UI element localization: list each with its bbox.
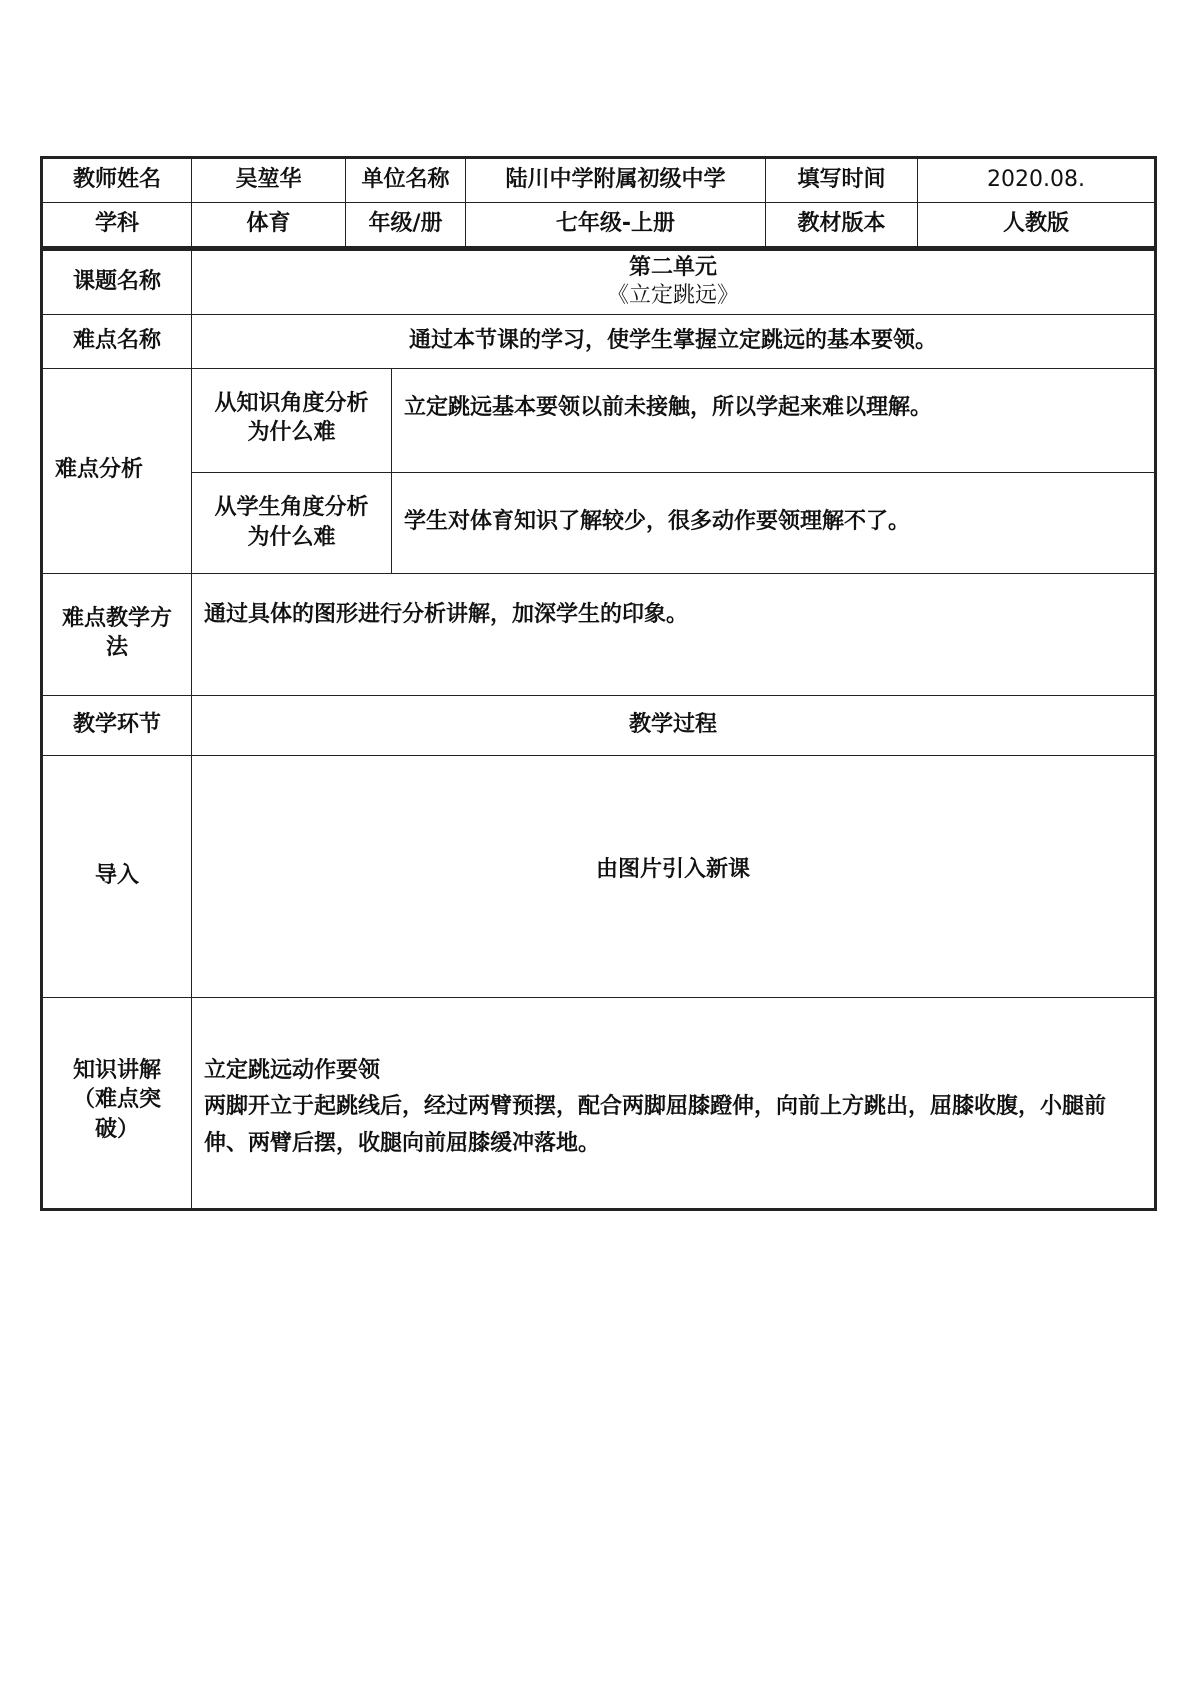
process-header: 教学过程	[192, 695, 1156, 755]
knowledge-angle-label	[192, 368, 392, 472]
topic-line-2: 《立定跳远》	[607, 283, 740, 309]
method-value: 通过具体的图形进行分析讲解，加深学生的印象。	[192, 573, 1156, 695]
difficulty-row	[42, 314, 1156, 368]
unit-label: 单位名称	[346, 158, 466, 203]
difficulty-value: 通过本节课的学习，使学生掌握立定跳远的基本要领。	[192, 314, 1156, 368]
knowledge-label-line-2: （难点突	[72, 1087, 161, 1113]
date-value: 2020.08.	[918, 158, 1156, 203]
knowledge-title: 立定跳远动作要领	[204, 1057, 381, 1083]
student-angle-line-1: 从学生角度分析	[214, 494, 369, 520]
header-table	[40, 156, 1157, 249]
method-label-line-1: 难点教学方	[61, 605, 172, 631]
student-angle-label	[192, 472, 392, 573]
knowledge-label-line-3: 破）	[94, 1116, 139, 1142]
grade-label: 年级/册	[346, 203, 466, 248]
teacher-label: 教师姓名	[42, 158, 192, 203]
knowledge-label	[42, 997, 192, 1209]
analysis-row-knowledge	[42, 368, 1156, 472]
subject-label: 学科	[42, 203, 192, 248]
knowledge-angle-line-1: 从知识角度分析	[214, 390, 369, 416]
analysis-label: 难点分析	[42, 368, 192, 573]
method-label-line-2: 法	[105, 635, 128, 661]
student-angle-line-2: 为什么难	[247, 524, 336, 550]
lesson-plan-sheet	[40, 156, 1154, 1211]
header-row-1	[42, 158, 1156, 203]
intro-label: 导入	[42, 755, 192, 997]
knowledge-angle-value: 立定跳远基本要领以前未接触，所以学起来难以理解。	[392, 368, 1156, 472]
knowledge-row	[42, 997, 1156, 1209]
knowledge-content	[192, 997, 1156, 1209]
method-label	[42, 573, 192, 695]
edition-label: 教材版本	[766, 203, 918, 248]
topic-line-1: 第二单元	[629, 254, 718, 280]
date-label: 填写时间	[766, 158, 918, 203]
analysis-row-student	[42, 472, 1156, 573]
main-table	[40, 249, 1157, 1211]
header-row-2	[42, 203, 1156, 248]
intro-value: 由图片引入新课	[192, 755, 1156, 997]
knowledge-label-line-1: 知识讲解	[72, 1057, 161, 1083]
topic-label: 课题名称	[42, 250, 192, 314]
edition-value: 人教版	[918, 203, 1156, 248]
student-angle-value: 学生对体育知识了解较少，很多动作要领理解不了。	[392, 472, 1156, 573]
unit-value: 陆川中学附属初级中学	[466, 158, 766, 203]
topic-value	[192, 250, 1156, 314]
stage-header: 教学环节	[42, 695, 192, 755]
topic-row	[42, 250, 1156, 314]
knowledge-angle-line-2: 为什么难	[247, 420, 336, 446]
knowledge-body: 两脚开立于起跳线后，经过两臂预摆，配合两脚屈膝蹬伸，向前上方跳出，屈膝收腹，小腿前伸、两臂后摆，收腿向前屈膝缓冲落地。	[204, 1093, 1107, 1156]
difficulty-label: 难点名称	[42, 314, 192, 368]
intro-row	[42, 755, 1156, 997]
grade-value: 七年级-上册	[466, 203, 766, 248]
subject-value: 体育	[192, 203, 346, 248]
teacher-value: 吴堃华	[192, 158, 346, 203]
process-header-row	[42, 695, 1156, 755]
method-row	[42, 573, 1156, 695]
